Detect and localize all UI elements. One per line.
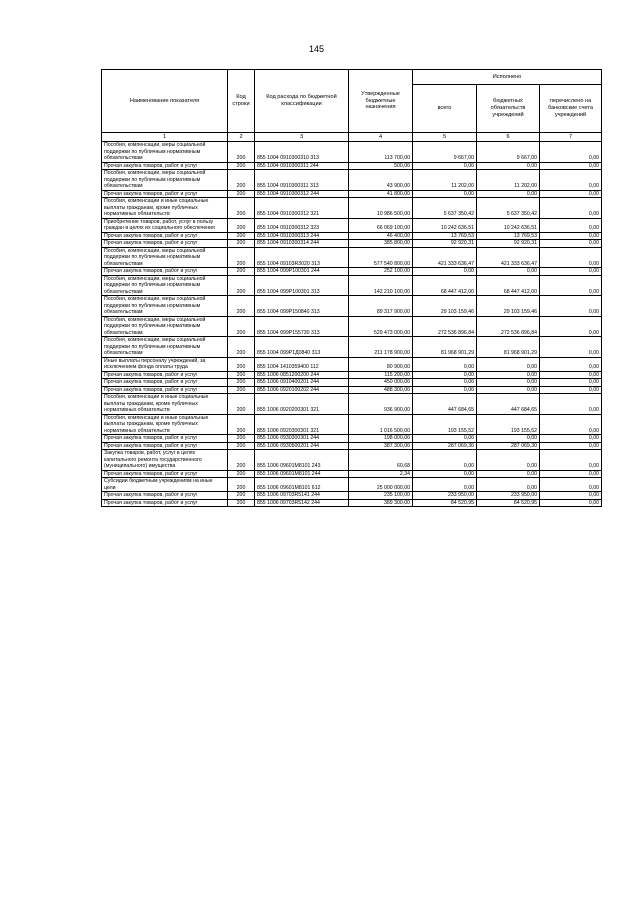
row-bank-accounts: 0,00 (540, 247, 602, 268)
table-row (102, 435, 602, 443)
row-approved: 385 800,00 (349, 240, 413, 248)
row-name: Пособия, компенсации и иные социальные выплаты гражданам, кроме публичных нормативных обязательств (102, 198, 228, 219)
row-bank-accounts: 0,00 (540, 357, 602, 371)
table-row (102, 142, 602, 163)
row-code: 200 (228, 492, 255, 500)
row-code: 200 (228, 198, 255, 219)
row-name: Приобретение товаров, работ, услуг в пользу граждан в целях их социального обеспечения (102, 218, 228, 232)
row-bank-accounts: 0,00 (540, 442, 602, 450)
row-approved: 60,68 (349, 450, 413, 471)
table-row (102, 296, 602, 317)
row-kbk: 855 1004 0910300311 244 (255, 162, 349, 170)
row-kbk: 855 1006 0930500201 244 (255, 442, 349, 450)
column-number: 4 (349, 133, 413, 142)
row-total: 272 536 896,84 (413, 316, 477, 337)
row-approved: 43 900,00 (349, 170, 413, 191)
row-code: 200 (228, 450, 255, 471)
column-number-row (102, 133, 602, 142)
row-bank-accounts: 0,00 (540, 142, 602, 163)
table-row (102, 268, 602, 276)
row-approved: 113 700,00 (349, 142, 413, 163)
row-kbk: 855 1006 09601M8101 244 (255, 470, 349, 478)
table-row (102, 198, 602, 219)
table-row (102, 379, 602, 387)
row-approved: 488 300,00 (349, 386, 413, 394)
row-bank-accounts: 0,00 (540, 386, 602, 394)
column-number: 6 (477, 133, 540, 142)
row-name: Субсидии бюджетным учреждениям на иные цели (102, 478, 228, 492)
row-code: 200 (228, 394, 255, 415)
row-code: 200 (228, 414, 255, 435)
row-kbk: 855 1004 0910300312 244 (255, 190, 349, 198)
row-institutions: 0,00 (477, 357, 540, 371)
row-bank-accounts: 0,00 (540, 316, 602, 337)
header-approved: Утвержденные бюджетные назначения (349, 70, 413, 133)
row-code: 200 (228, 379, 255, 387)
table-row (102, 386, 602, 394)
row-name: Пособия, компенсации и иные социальные выплаты гражданам, кроме публичных нормативных обязательств (102, 414, 228, 435)
row-name: Прочая закупка товаров, работ и услуг (102, 492, 228, 500)
row-kbk: 855 1006 0910400201 244 (255, 379, 349, 387)
row-approved: 500,00 (349, 162, 413, 170)
table-row (102, 414, 602, 435)
row-name: Пособия, компенсации, меры социальной поддержки по публичным нормативным обязательствам (102, 316, 228, 337)
row-approved: 25 000 000,00 (349, 478, 413, 492)
row-approved: 235 100,00 (349, 492, 413, 500)
row-kbk: 855 1004 099P100301 244 (255, 268, 349, 276)
table-row (102, 478, 602, 492)
row-approved: 577 540 800,00 (349, 247, 413, 268)
row-bank-accounts: 0,00 (540, 162, 602, 170)
row-approved: 211 178 900,00 (349, 337, 413, 358)
row-approved: 529 473 000,00 (349, 316, 413, 337)
row-kbk: 855 1006 09703R5141 244 (255, 492, 349, 500)
row-code: 200 (228, 478, 255, 492)
table-row (102, 218, 602, 232)
row-name: Пособия, компенсации, меры социальной поддержки по публичным нормативным обязательствам (102, 337, 228, 358)
row-approved: 252 100,00 (349, 268, 413, 276)
row-bank-accounts: 0,00 (540, 470, 602, 478)
row-kbk: 855 1006 09703R5142 244 (255, 499, 349, 507)
row-kbk: 855 1004 1410359400 112 (255, 357, 349, 371)
row-bank-accounts: 0,00 (540, 371, 602, 379)
table-row (102, 170, 602, 191)
row-total: 0,00 (413, 190, 477, 198)
row-name: Прочая закупка товаров, работ и услуг (102, 240, 228, 248)
row-bank-accounts: 0,00 (540, 218, 602, 232)
row-bank-accounts: 0,00 (540, 190, 602, 198)
row-kbk: 855 1004 09103R3020 313 (255, 247, 349, 268)
row-institutions: 0,00 (477, 478, 540, 492)
row-institutions: 272 536 896,84 (477, 316, 540, 337)
row-bank-accounts: 0,00 (540, 450, 602, 471)
row-institutions: 0,00 (477, 386, 540, 394)
row-approved: 46 400,00 (349, 232, 413, 240)
row-name: Пособия, компенсации, меры социальной поддержки по публичным нормативным обязательствам (102, 170, 228, 191)
row-bank-accounts: 0,00 (540, 268, 602, 276)
row-name: Прочая закупка товаров, работ и услуг (102, 371, 228, 379)
row-name: Прочая закупка товаров, работ и услуг (102, 162, 228, 170)
row-code: 200 (228, 357, 255, 371)
row-total: 9 667,00 (413, 142, 477, 163)
row-total: 193 155,52 (413, 414, 477, 435)
row-institutions: 233 950,00 (477, 492, 540, 500)
row-institutions: 0,00 (477, 268, 540, 276)
row-kbk: 855 1006 09601M8101 243 (255, 450, 349, 471)
row-name: Пособия, компенсации, меры социальной поддержки по публичным нормативным обязательствам (102, 296, 228, 317)
row-institutions: 84 520,95 (477, 499, 540, 507)
table-row (102, 371, 602, 379)
row-total: 0,00 (413, 162, 477, 170)
table-row (102, 247, 602, 268)
column-number: 3 (255, 133, 349, 142)
row-name: Прочая закупка товаров, работ и услуг (102, 268, 228, 276)
header-code: Код строки (228, 70, 255, 133)
row-name: Прочая закупка товаров, работ и услуг (102, 499, 228, 507)
row-approved: 142 210 100,00 (349, 275, 413, 296)
row-kbk: 855 1004 0910300313 244 (255, 232, 349, 240)
row-total: 0,00 (413, 371, 477, 379)
row-kbk: 855 1006 0920300301 321 (255, 414, 349, 435)
row-total: 92 920,31 (413, 240, 477, 248)
row-code: 200 (228, 371, 255, 379)
row-institutions: 81 968 901,29 (477, 337, 540, 358)
row-code: 200 (228, 296, 255, 317)
table-row (102, 492, 602, 500)
row-kbk: 855 1006 0930300301 244 (255, 435, 349, 443)
row-institutions: 68 447 412,00 (477, 275, 540, 296)
row-institutions: 9 667,00 (477, 142, 540, 163)
row-code: 200 (228, 442, 255, 450)
budget-execution-table (101, 69, 602, 507)
header-name: Наименование показателя (102, 70, 228, 133)
table-row (102, 442, 602, 450)
row-code: 200 (228, 218, 255, 232)
row-institutions: 0,00 (477, 470, 540, 478)
header-total: всего (413, 85, 477, 133)
row-name: Прочая закупка товаров, работ и услуг (102, 379, 228, 387)
table-row (102, 232, 602, 240)
row-bank-accounts: 0,00 (540, 275, 602, 296)
row-total: 447 684,65 (413, 394, 477, 415)
row-code: 200 (228, 275, 255, 296)
table-row (102, 337, 602, 358)
row-approved: 89 317 900,00 (349, 296, 413, 317)
row-kbk: 855 1006 09601M8101 612 (255, 478, 349, 492)
row-total: 0,00 (413, 379, 477, 387)
row-code: 200 (228, 386, 255, 394)
row-institutions: 29 103 159,46 (477, 296, 540, 317)
row-code: 200 (228, 316, 255, 337)
row-total: 421 333 636,47 (413, 247, 477, 268)
table-row (102, 162, 602, 170)
table-row (102, 316, 602, 337)
column-number: 2 (228, 133, 255, 142)
row-kbk: 855 1004 0910300314 244 (255, 240, 349, 248)
row-code: 200 (228, 499, 255, 507)
row-code: 200 (228, 170, 255, 191)
row-code: 200 (228, 162, 255, 170)
table-row (102, 275, 602, 296)
row-approved: 389 300,00 (349, 499, 413, 507)
row-institutions: 0,00 (477, 371, 540, 379)
row-total: 0,00 (413, 478, 477, 492)
table-row (102, 357, 602, 371)
row-bank-accounts: 0,00 (540, 394, 602, 415)
row-bank-accounts: 0,00 (540, 379, 602, 387)
row-total: 0,00 (413, 268, 477, 276)
row-institutions: 10 242 636,51 (477, 218, 540, 232)
row-code: 200 (228, 337, 255, 358)
row-code: 200 (228, 240, 255, 248)
row-name: Пособия, компенсации, меры социальной поддержки по публичным нормативным обязательствам (102, 275, 228, 296)
row-institutions: 0,00 (477, 379, 540, 387)
row-name: Прочая закупка товаров, работ и услуг (102, 190, 228, 198)
row-institutions: 421 333 636,47 (477, 247, 540, 268)
row-approved: 66 069 100,00 (349, 218, 413, 232)
row-kbk: 855 1004 099P150840 313 (255, 296, 349, 317)
row-bank-accounts: 0,00 (540, 492, 602, 500)
row-approved: 1 016 500,00 (349, 414, 413, 435)
row-approved: 198 000,00 (349, 435, 413, 443)
row-name: Прочая закупка товаров, работ и услуг (102, 470, 228, 478)
row-institutions: 0,00 (477, 190, 540, 198)
row-total: 11 202,00 (413, 170, 477, 191)
row-bank-accounts: 0,00 (540, 296, 602, 317)
table-row (102, 190, 602, 198)
row-total: 84 520,95 (413, 499, 477, 507)
row-institutions: 0,00 (477, 162, 540, 170)
row-name: Прочая закупка товаров, работ и услуг (102, 232, 228, 240)
row-total: 0,00 (413, 357, 477, 371)
row-total: 0,00 (413, 435, 477, 443)
header-executed: Исполнено (413, 70, 602, 85)
row-total: 68 447 412,00 (413, 275, 477, 296)
row-kbk: 855 1004 0910300312 323 (255, 218, 349, 232)
row-total: 0,00 (413, 386, 477, 394)
row-bank-accounts: 0,00 (540, 337, 602, 358)
row-bank-accounts: 0,00 (540, 198, 602, 219)
row-code: 200 (228, 470, 255, 478)
row-total: 10 242 636,51 (413, 218, 477, 232)
row-institutions: 11 202,00 (477, 170, 540, 191)
row-total: 287 069,30 (413, 442, 477, 450)
row-code: 200 (228, 190, 255, 198)
table-row (102, 470, 602, 478)
row-bank-accounts: 0,00 (540, 499, 602, 507)
row-bank-accounts: 0,00 (540, 240, 602, 248)
table-row (102, 499, 602, 507)
row-bank-accounts: 0,00 (540, 478, 602, 492)
row-approved: 80 900,00 (349, 357, 413, 371)
row-name: Иные выплаты персоналу учреждений, за исключением фонда оплаты труда (102, 357, 228, 371)
row-institutions: 447 684,65 (477, 394, 540, 415)
row-total: 0,00 (413, 450, 477, 471)
row-name: Пособия, компенсации, меры социальной поддержки по публичным нормативным обязательствам (102, 247, 228, 268)
row-name: Пособия, компенсации, меры социальной поддержки по публичным нормативным обязательствам (102, 142, 228, 163)
row-approved: 10 986 500,00 (349, 198, 413, 219)
row-name: Закупка товаров, работ, услуг в целях капитального ремонта государственного (муниципального) имущества (102, 450, 228, 471)
header-kbk: Код расхода по бюджетной классификации (255, 70, 349, 133)
row-kbk: 855 1004 099P100301 313 (255, 275, 349, 296)
row-name: Прочая закупка товаров, работ и услуг (102, 435, 228, 443)
row-code: 200 (228, 142, 255, 163)
row-code: 200 (228, 268, 255, 276)
row-code: 200 (228, 435, 255, 443)
row-kbk: 855 1006 0851200200 244 (255, 371, 349, 379)
column-number: 5 (413, 133, 477, 142)
row-total: 0,00 (413, 470, 477, 478)
row-approved: 115 200,00 (349, 371, 413, 379)
row-kbk: 855 1004 099P155730 313 (255, 316, 349, 337)
row-total: 5 637 350,42 (413, 198, 477, 219)
table-row (102, 240, 602, 248)
column-number: 7 (540, 133, 602, 142)
row-code: 200 (228, 247, 255, 268)
row-bank-accounts: 0,00 (540, 232, 602, 240)
row-approved: 936 900,00 (349, 394, 413, 415)
row-name: Прочая закупка товаров, работ и услуг (102, 442, 228, 450)
row-total: 13 769,53 (413, 232, 477, 240)
page-number: 145 (308, 44, 325, 54)
row-institutions: 5 637 350,42 (477, 198, 540, 219)
row-approved: 450 000,00 (349, 379, 413, 387)
row-institutions: 193 155,52 (477, 414, 540, 435)
row-institutions: 13 769,53 (477, 232, 540, 240)
row-name: Прочая закупка товаров, работ и услуг (102, 386, 228, 394)
row-total: 81 968 901,29 (413, 337, 477, 358)
row-institutions: 0,00 (477, 450, 540, 471)
table-row (102, 394, 602, 415)
row-kbk: 855 1006 0920100202 244 (255, 386, 349, 394)
row-approved: 41 800,00 (349, 190, 413, 198)
row-kbk: 855 1004 099P1Д0840 313 (255, 337, 349, 358)
row-total: 233 950,00 (413, 492, 477, 500)
row-institutions: 92 920,31 (477, 240, 540, 248)
column-number: 1 (102, 133, 228, 142)
row-kbk: 855 1004 0910300310 313 (255, 142, 349, 163)
table-row (102, 450, 602, 471)
row-total: 29 103 159,46 (413, 296, 477, 317)
row-kbk: 855 1006 0920200301 321 (255, 394, 349, 415)
row-institutions: 287 069,30 (477, 442, 540, 450)
row-institutions: 0,00 (477, 435, 540, 443)
row-code: 200 (228, 232, 255, 240)
row-approved: 387 300,00 (349, 442, 413, 450)
row-bank-accounts: 0,00 (540, 414, 602, 435)
row-kbk: 855 1004 0910300312 321 (255, 198, 349, 219)
row-name: Пособия, компенсации и иные социальные выплаты гражданам, кроме публичных нормативных обязательств (102, 394, 228, 415)
row-approved: 2,34 (349, 470, 413, 478)
row-bank-accounts: 0,00 (540, 435, 602, 443)
header-institutions: бюджетных обязательств учреждений (477, 85, 540, 133)
row-kbk: 855 1004 0910300311 313 (255, 170, 349, 191)
header-bank-accounts: перечислено на банковские счета учреждений (540, 85, 602, 133)
row-bank-accounts: 0,00 (540, 170, 602, 191)
